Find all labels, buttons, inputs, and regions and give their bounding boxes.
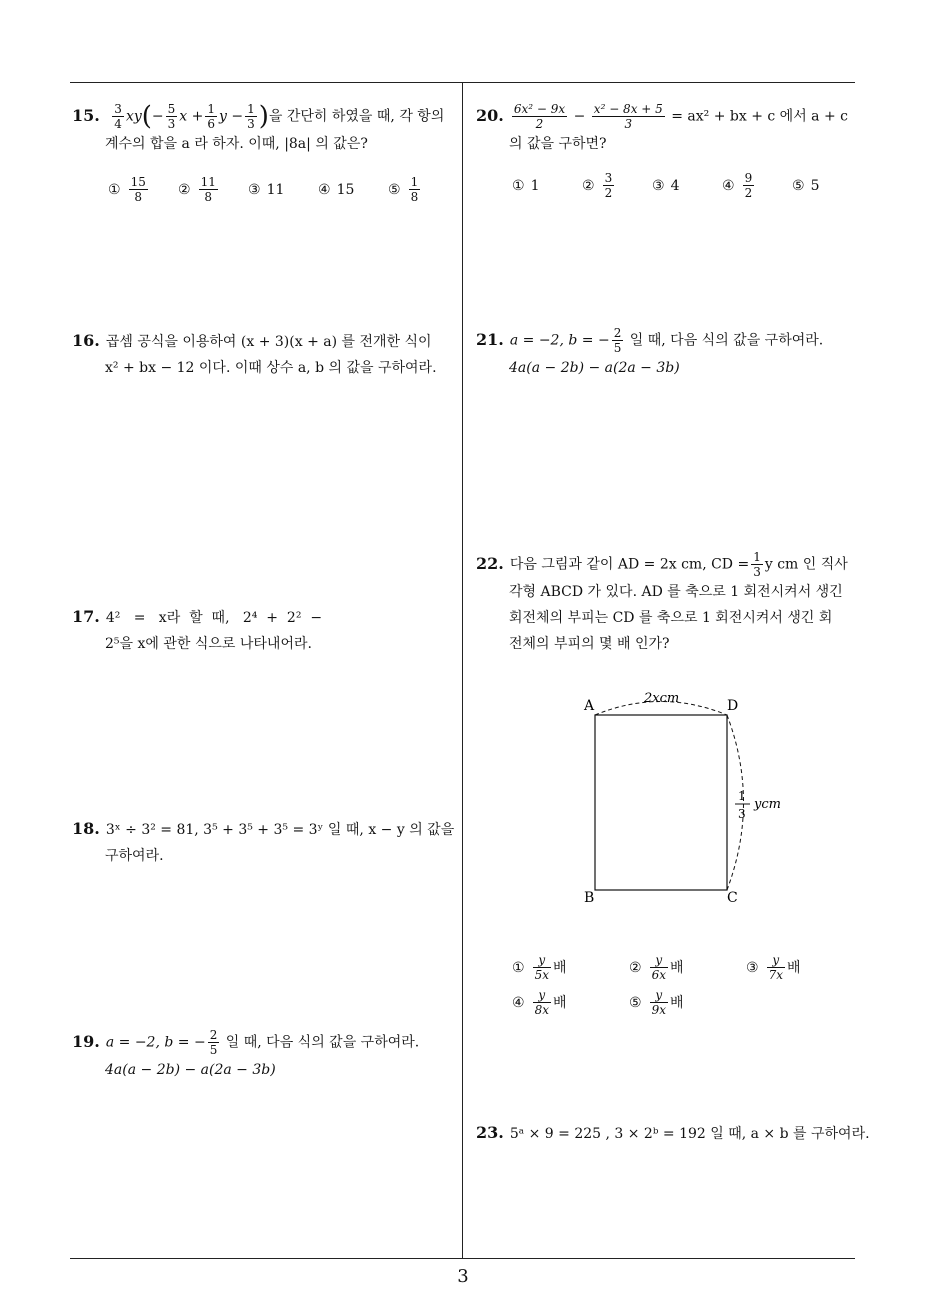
- question-20: [476, 102, 866, 200]
- q20-choice-2[interactable]: ② $\frac{3}{2}$: [582, 171, 613, 200]
- q15-term1: x +: [179, 108, 204, 125]
- q22-choices: [512, 953, 862, 1017]
- q20-choice-4[interactable]: ④ $\frac{9}{2}$: [722, 171, 753, 200]
- q23-number: 23.: [476, 1123, 504, 1142]
- q15-number: 15.: [72, 105, 100, 125]
- q15-choice-1[interactable]: ① $\frac{15}{8}$: [108, 175, 146, 204]
- q15-frac-1-3: $\frac{1}{3}$: [247, 102, 255, 131]
- q22-choice-2[interactable]: ② $\frac{y}{6x}$ 배: [629, 953, 684, 982]
- q21-frac: $\frac{2}{5}$: [613, 326, 622, 355]
- q23-line1: [476, 1120, 870, 1147]
- q15-line1: 15. $\frac{3}{4}$ xy(− $\frac{5}{3}$ x + $\frac{1}{6}$ y − $\frac{1}{3}$ )을 간단히 하였을 때, 각 항의: [72, 101, 445, 132]
- q15-frac-3-4: $\frac{3}{4}$: [114, 102, 122, 131]
- q22-line2: 각형 ABCD 가 있다. AD 를 축으로 1 회전시켜서 생긴: [509, 584, 843, 600]
- q20-number: 20.: [476, 105, 504, 125]
- q20-choice-1[interactable]: ① 1: [512, 177, 540, 194]
- q20-line2: 의 값을 구하면?: [509, 136, 607, 152]
- q15-choice-5[interactable]: ⑤ $\frac{1}{8}$: [388, 175, 419, 204]
- q15-term2: y −: [219, 108, 244, 125]
- q21-number: 21.: [476, 329, 504, 349]
- q19-number: 19.: [72, 1031, 100, 1051]
- q17-line2: 2⁵을 x에 관한 식으로 나타내어라.: [105, 636, 312, 652]
- q15-choice-2[interactable]: ② $\frac{11}{8}$: [178, 175, 216, 204]
- q18-number: 18.: [72, 819, 100, 838]
- q15-choice-3[interactable]: ③ 11: [248, 181, 285, 198]
- q21-expression: 4a(a − 2b) − a(2a − 3b): [509, 360, 680, 376]
- bottom-rule: [70, 1258, 855, 1259]
- q15-xy: xy: [125, 108, 142, 125]
- side-frac-den: 3: [738, 807, 746, 821]
- q15-choice-4[interactable]: ④ 15: [318, 181, 355, 198]
- q20-frac1: $\frac{\text{6x² − 9x}}{2}$: [513, 102, 566, 131]
- q22-frac: $\frac{1}{3}$: [753, 550, 761, 579]
- q22-post: y cm 인 직사: [764, 556, 848, 573]
- q20-tail: = ax² + bx + c 에서 a + c: [671, 108, 848, 125]
- question-21: [476, 326, 866, 381]
- q22-choice-4[interactable]: ④ $\frac{y}{8x}$ 배: [512, 988, 567, 1017]
- column-divider: [462, 83, 463, 1259]
- q20-choice-5[interactable]: ⑤ 5: [792, 177, 820, 194]
- label-c: C: [727, 890, 738, 906]
- q17-number: 17.: [72, 607, 100, 626]
- question-16: [72, 328, 457, 381]
- q21-line1: [476, 326, 866, 355]
- question-19: [72, 1028, 457, 1083]
- rectangle-figure: [560, 690, 820, 910]
- rectangle-abcd: [595, 715, 727, 890]
- label-d: D: [727, 698, 739, 714]
- q22-line1: [476, 550, 866, 579]
- q18-text1: 3ˣ ÷ 3² = 81, 3⁵ + 3⁵ + 3⁵ = 3ʸ 일 때, x − y 의 값을: [105, 822, 455, 838]
- q21-post: 일 때, 다음 식의 값을 구하여라.: [629, 332, 824, 349]
- page-number: 3: [457, 1266, 469, 1287]
- q21-pre: a = −2, b = −: [509, 332, 610, 349]
- q19-line1: [72, 1028, 457, 1057]
- q19-post: 일 때, 다음 식의 값을 구하여라.: [225, 1034, 420, 1051]
- q22-choice-5[interactable]: ⑤ $\frac{y}{9x}$ 배: [629, 988, 684, 1017]
- q16-line1: [72, 328, 457, 355]
- q20-line1: 20. $\frac{\text{6x² − 9x}}{2}$ − $\frac{\text{x² − 8x + 5}}{3}$ = ax² + bx + c 에서 a + c: [476, 102, 848, 131]
- q22-choice-3[interactable]: ③ $\frac{y}{7x}$ 배: [746, 953, 801, 982]
- q17-text1: 4² = x라 할 때, 2⁴ + 2² −: [105, 610, 323, 626]
- question-23: [476, 1120, 870, 1147]
- label-b: B: [584, 890, 595, 906]
- q15-choices: [72, 175, 457, 204]
- q15-line2: 계수의 합을 a 라 하자. 이때, |8a| 의 값은?: [105, 136, 368, 152]
- q15-frac-1-6: $\frac{1}{6}$: [207, 102, 215, 131]
- label-a: A: [584, 698, 595, 714]
- q16-text1: 곱셈 공식을 이용하여 (x + 3)(x + a) 를 전개한 식이: [105, 334, 432, 350]
- q16-number: 16.: [72, 331, 100, 350]
- side-length-unit: ycm: [754, 797, 781, 812]
- q15-tail: 을 간단히 하였을 때, 각 항의: [268, 108, 445, 125]
- q18-line1: [72, 816, 457, 843]
- q19-pre: a = −2, b = −: [105, 1034, 206, 1051]
- q16-line2: x² + bx − 12 이다. 이때 상수 a, b 의 값을 구하여라.: [105, 360, 437, 376]
- question-17: [72, 604, 457, 657]
- top-length-label: 2xcm: [644, 691, 680, 706]
- q22-number: 22.: [476, 553, 504, 573]
- q23-text1: 5ᵃ × 9 = 225 , 3 × 2ᵇ = 192 일 때, a × b 를 구하여라.: [509, 1126, 870, 1142]
- q19-frac: $\frac{2}{5}$: [209, 1028, 218, 1057]
- q20-choice-3[interactable]: ③ 4: [652, 177, 680, 194]
- side-frac-num: 1: [738, 789, 746, 803]
- q22-line3: 회전체의 부피는 CD 를 축으로 1 회전시켜서 생긴 회: [509, 610, 833, 626]
- q17-line1: [72, 604, 457, 631]
- q15-frac-5-3: $\frac{5}{3}$: [167, 102, 176, 131]
- q20-frac2: $\frac{\text{x² − 8x + 5}}{3}$: [593, 102, 663, 131]
- question-22: [476, 550, 866, 657]
- q22-pre: 다음 그림과 같이 AD = 2x cm, CD =: [509, 556, 750, 573]
- question-18: [72, 816, 457, 869]
- q20-choices: [476, 171, 866, 200]
- q18-line2: 구하여라.: [105, 848, 164, 864]
- q19-expression: 4a(a − 2b) − a(2a − 3b): [105, 1062, 276, 1078]
- q22-choice-1[interactable]: ① $\frac{y}{5x}$ 배: [512, 953, 567, 982]
- question-15: [72, 102, 457, 204]
- q22-line4: 전체의 부피의 몇 배 인가?: [509, 636, 670, 652]
